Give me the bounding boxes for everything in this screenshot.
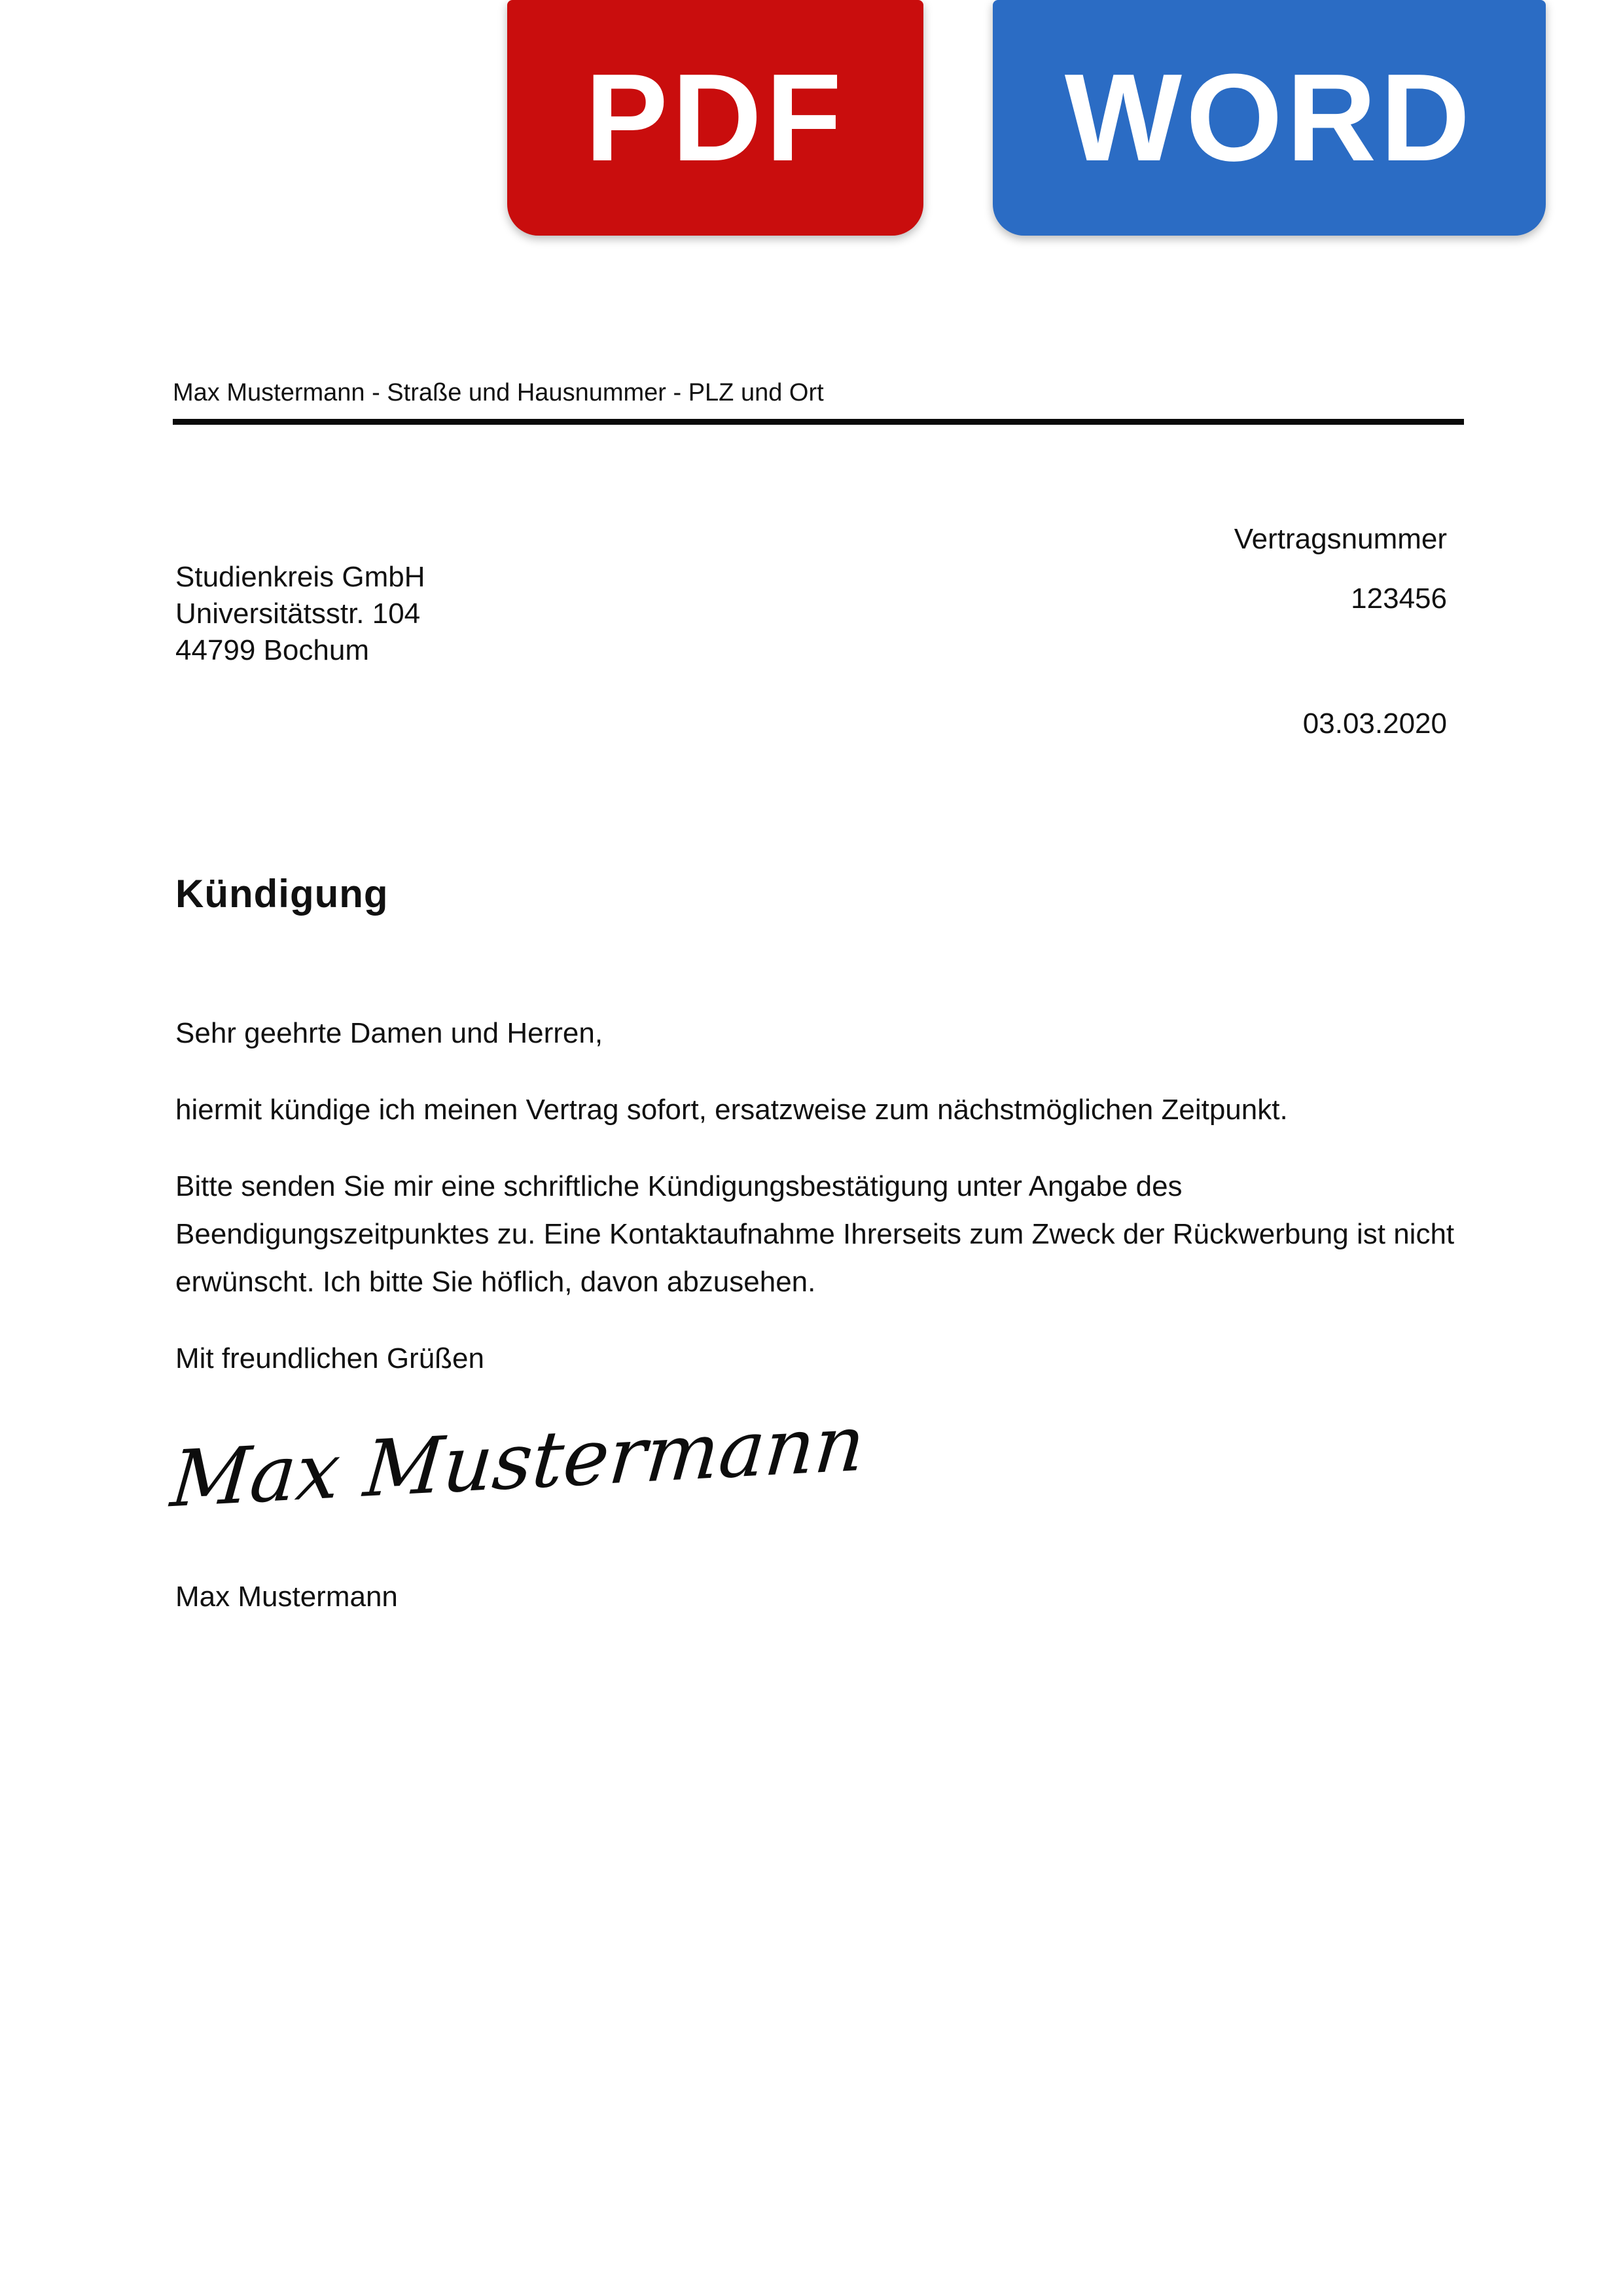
date-block — [173, 700, 1464, 747]
handwritten-signature: Max Mustermann — [167, 1397, 869, 1525]
signer-name: Max Mustermann — [175, 1581, 398, 1613]
pdf-download-button[interactable] — [507, 0, 923, 236]
paragraph-confirmation: Bitte senden Sie mir eine schriftliche Kündigungsbestätigung unter Angabe des Beendigungszeitpunktes zu. Eine Kontaktaufnahme Ihrerseits zum Zweck der Rückwerbung ist nicht erwünscht. Ich bitte Sie höflich, davon abzusehen. — [175, 1170, 1455, 1298]
subject-heading: Kündigung — [175, 872, 389, 916]
contract-number-label: Vertragsnummer — [1234, 523, 1447, 555]
word-download-button[interactable] — [993, 0, 1546, 236]
recipient-city: 44799 Bochum — [175, 634, 369, 666]
closing-phrase: Mit freundlichen Grüßen — [175, 1342, 484, 1374]
letter-date: 03.03.2020 — [1302, 708, 1447, 740]
letter-body — [175, 1009, 1467, 1382]
pdf-download-label: PDF — [585, 48, 846, 187]
word-download-label: WORD — [1064, 48, 1474, 187]
recipient-company: Studienkreis GmbH — [175, 561, 425, 593]
paragraph-cancellation: hiermit kündige ich meinen Vertrag sofort, ersatzweise zum nächstmöglichen Zeitpunkt. — [175, 1094, 1288, 1126]
salutation: Sehr geehrte Damen und Herren, — [175, 1017, 603, 1049]
contract-number-value: 123456 — [1351, 583, 1447, 615]
sender-address-text: Max Mustermann - Straße und Hausnummer - PLZ und Ort — [173, 379, 824, 406]
recipient-street: Universitätsstr. 104 — [175, 598, 421, 630]
sender-address-line — [173, 378, 1464, 425]
recipient-address-block — [175, 559, 425, 669]
